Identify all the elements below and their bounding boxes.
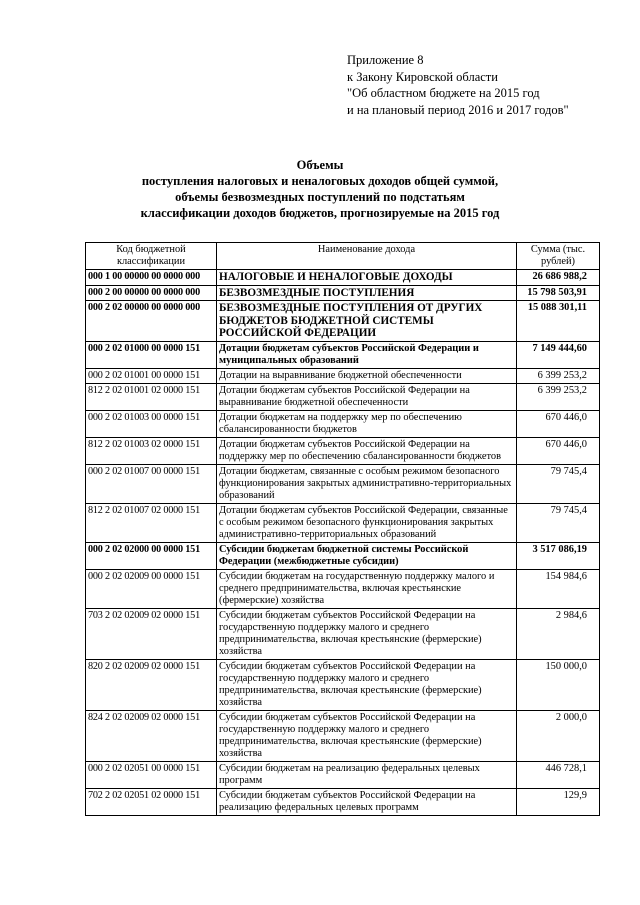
row-code: 000 2 02 02051 00 0000 151	[86, 761, 217, 788]
title-line: объемы безвозмездных поступлений по подстатьям	[175, 190, 465, 204]
row-code: 702 2 02 02051 02 0000 151	[86, 788, 217, 815]
row-name: НАЛОГОВЫЕ И НЕНАЛОГОВЫЕ ДОХОДЫ	[217, 270, 517, 286]
row-name: Субсидии бюджетам субъектов Российской Федерации на реализацию федеральных целевых программ	[217, 788, 517, 815]
row-sum: 154 984,6	[517, 569, 600, 608]
row-sum: 2 984,6	[517, 608, 600, 659]
table-row	[86, 761, 600, 788]
table-row	[86, 341, 600, 368]
table-row	[86, 383, 600, 410]
header-name: Наименование дохода	[217, 243, 517, 270]
row-code: 000 2 02 01003 00 0000 151	[86, 410, 217, 437]
row-code: 820 2 02 02009 02 0000 151	[86, 659, 217, 710]
row-code: 812 2 02 01001 02 0000 151	[86, 383, 217, 410]
document-title	[60, 157, 580, 221]
row-code: 000 2 02 01007 00 0000 151	[86, 464, 217, 503]
row-sum: 15 088 301,11	[517, 301, 600, 342]
row-sum: 79 745,4	[517, 503, 600, 542]
row-code: 000 2 02 02000 00 0000 151	[86, 542, 217, 569]
appendix-line: и на плановый период 2016 и 2017 годов"	[347, 102, 569, 117]
table-row	[86, 285, 600, 301]
appendix-line: "Об областном бюджете на 2015 год	[347, 86, 540, 100]
title-line: Объемы	[296, 158, 344, 172]
row-sum: 670 446,0	[517, 410, 600, 437]
row-code: 000 2 00 00000 00 0000 000	[86, 285, 217, 301]
table-row	[86, 608, 600, 659]
table-row	[86, 301, 600, 342]
row-name: Дотации бюджетам субъектов Российской Федерации на выравнивание бюджетной обеспеченности	[217, 383, 517, 410]
row-code: 000 2 02 00000 00 0000 000	[86, 301, 217, 342]
table-row	[86, 437, 600, 464]
row-sum: 446 728,1	[517, 761, 600, 788]
row-name: БЕЗВОЗМЕЗДНЫЕ ПОСТУПЛЕНИЯ ОТ ДРУГИХ БЮДЖЕТОВ БЮДЖЕТНОЙ СИСТЕМЫ РОССИЙСКОЙ ФЕДЕРАЦИИ	[217, 301, 517, 342]
row-sum: 79 745,4	[517, 464, 600, 503]
appendix-note	[347, 52, 569, 118]
table-row	[86, 368, 600, 383]
row-name: Дотации бюджетам субъектов Российской Федерации на поддержку мер по обеспечению сбалансированности бюджетов	[217, 437, 517, 464]
title-line: поступления налоговых и неналоговых доходов общей суммой,	[141, 174, 499, 188]
table-row	[86, 270, 600, 286]
row-code: 703 2 02 02009 02 0000 151	[86, 608, 217, 659]
row-sum: 7 149 444,60	[517, 341, 600, 368]
row-sum: 26 686 988,2	[517, 270, 600, 286]
row-code: 000 2 02 01001 00 0000 151	[86, 368, 217, 383]
table-row	[86, 569, 600, 608]
row-sum: 6 399 253,2	[517, 383, 600, 410]
row-sum: 6 399 253,2	[517, 368, 600, 383]
row-name: БЕЗВОЗМЕЗДНЫЕ ПОСТУПЛЕНИЯ	[217, 285, 517, 301]
appendix-line: к Закону Кировской области	[347, 69, 498, 84]
table-header-row	[86, 243, 600, 270]
row-sum: 15 798 503,91	[517, 285, 600, 301]
row-name: Субсидии бюджетам бюджетной системы Российской Федерации (межбюджетные субсидии)	[217, 542, 517, 569]
row-name: Субсидии бюджетам субъектов Российской Федерации на государственную поддержку малого и среднего предпринимательства, включая крестьянские (фермерские) хозяйства	[217, 608, 517, 659]
row-code: 812 2 02 01007 02 0000 151	[86, 503, 217, 542]
row-name: Субсидии бюджетам на реализацию федеральных целевых программ	[217, 761, 517, 788]
row-sum: 150 000,0	[517, 659, 600, 710]
row-name: Дотации бюджетам, связанные с особым режимом безопасного функционирования закрытых административно-территориальных образований	[217, 464, 517, 503]
row-sum: 129,9	[517, 788, 600, 815]
row-name: Дотации бюджетам субъектов Российской Федерации и муниципальных образований	[217, 341, 517, 368]
row-code: 812 2 02 01003 02 0000 151	[86, 437, 217, 464]
revenue-table	[85, 242, 600, 816]
table-row	[86, 464, 600, 503]
row-sum: 2 000,0	[517, 710, 600, 761]
row-name: Субсидии бюджетам на государственную поддержку малого и среднего предпринимательства, включая крестьянские (фермерские) хозяйства	[217, 569, 517, 608]
row-name: Субсидии бюджетам субъектов Российской Федерации на государственную поддержку малого и среднего предпринимательства, включая крестьянские (фермерские) хозяйства	[217, 659, 517, 710]
row-name: Субсидии бюджетам субъектов Российской Федерации на государственную поддержку малого и среднего предпринимательства, включая крестьянские (фермерские) хозяйства	[217, 710, 517, 761]
table-row	[86, 710, 600, 761]
header-sum: Сумма (тыс. рублей)	[517, 243, 600, 270]
table-row	[86, 503, 600, 542]
table-row	[86, 410, 600, 437]
row-name: Дотации бюджетам на поддержку мер по обеспечению сбалансированности бюджетов	[217, 410, 517, 437]
row-sum: 3 517 086,19	[517, 542, 600, 569]
row-sum: 670 446,0	[517, 437, 600, 464]
row-code: 824 2 02 02009 02 0000 151	[86, 710, 217, 761]
table-row	[86, 542, 600, 569]
header-code: Код бюджетной классификации	[86, 243, 217, 270]
title-line: классификации доходов бюджетов, прогнозируемые на 2015 год	[140, 206, 500, 220]
appendix-line: Приложение 8	[347, 53, 424, 67]
row-code: 000 2 02 02009 00 0000 151	[86, 569, 217, 608]
row-code: 000 2 02 01000 00 0000 151	[86, 341, 217, 368]
row-name: Дотации на выравнивание бюджетной обеспеченности	[217, 368, 517, 383]
row-name: Дотации бюджетам субъектов Российской Федерации, связанные с особым режимом безопасного функционирования закрытых административно-территориальных образований	[217, 503, 517, 542]
table-row	[86, 659, 600, 710]
table-row	[86, 788, 600, 815]
row-code: 000 1 00 00000 00 0000 000	[86, 270, 217, 286]
